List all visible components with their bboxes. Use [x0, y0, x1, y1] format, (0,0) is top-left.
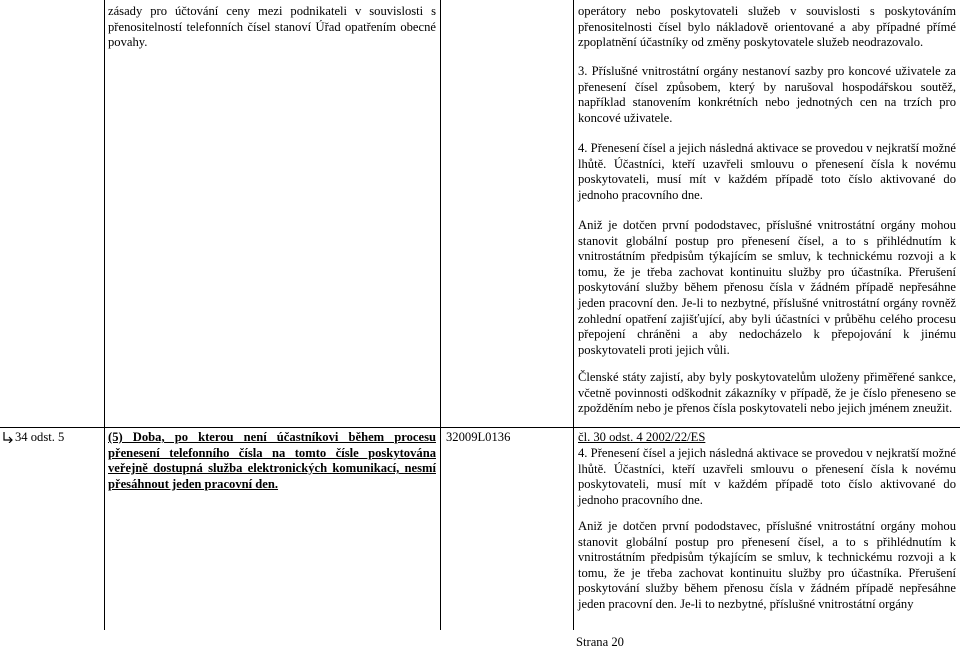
column-border-left — [104, 0, 105, 630]
left-top-text: zásady pro účtování ceny mezi podnikateli v souvislosti s přenositelností telefonních čísel stanoví Úřad opatřením obecné povahy. — [108, 4, 436, 50]
right-para-3: 3. Příslušné vnitrostátní orgány nestanoví sazby pro koncové uživatele za přenesení čísel způsobem, který by narušoval hospodářskou soutěž, například stanovením konkrétních nebo jednotných cen na trzích pro koncové uživatele. — [578, 64, 956, 125]
right-para-4b: 4. Přenesení čísel a jejich následná aktivace se provedou v nejkratší možné lhůtě. Účastníci, kteří uzavřeli smlouvu o přenesení čísla k novému poskytovateli, musí mít v každém případě toto číslo aktivované do jednoho pracovního dne. — [578, 446, 956, 507]
section-ref: 34 odst. 5 — [15, 430, 65, 444]
column-border-middle — [440, 0, 441, 630]
celex-ref: 32009L0136 — [446, 430, 511, 444]
article-ref: čl. 30 odst. 4 2002/22/ES — [578, 430, 706, 444]
right-para-aniz: Aniž je dotčen první pododstavec, příslušné vnitrostátní orgány mohou stanovit globální postup pro přenesení čísel, a to s přihlédnutím k vnitrostátním předpisům týkajícím se smluv, k technickému rozvoji a k tomu, že je třeba zachovat kontinuitu služby pro účastníka. Přerušení poskytování služby během přenosu čísla v žádném případě nepřesáhne jeden pracovní den. Je-li to nezbytné, příslušné vnitrostátní orgány rovněž zohlední opatření zajišťující, aby byli účastníci v průběhu celého procesu přepojení chráněni a aby nedocházelo k přepojování k jinému poskytovateli proti jejich vůli. — [578, 218, 956, 357]
row-divider — [0, 427, 960, 428]
right-para-top: operátory nebo poskytovateli služeb v souvislosti s poskytováním přenositelnosti čísel bylo nákladově orientované a aby případné přímé zpoplatnění účastníky od změny poskytovatele služeb neodrazovalo. — [578, 4, 956, 50]
right-para-clenske: Členské státy zajistí, aby byly poskytovatelům uloženy přiměřené sankce, včetně povinnosti odškodnit zákazníky v případě, že je číslo přeneseno se zpožděním nebo je přenos čísla poskytovateli nebo jejich jménem zneužit. — [578, 370, 956, 416]
arrow-icon — [2, 431, 14, 443]
column-border-right — [573, 0, 574, 630]
right-para-aniz-b: Aniž je dotčen první pododstavec, příslušné vnitrostátní orgány mohou stanovit globální postup pro přenesení čísel, a to s přihlédnutím k vnitrostátním předpisům týkajícím se smluv, k technickému rozvoji a k tomu, že je třeba zachovat kontinuitu služby pro účastníka. Přerušení poskytování služby během přenosu čísla v žádném případě nepřesáhne jeden pracovní den. Je-li to nezbytné, příslušné vnitrostátní orgány — [578, 519, 956, 611]
page-number: Strana 20 — [576, 635, 624, 649]
law-text-34-5: (5) Doba, po kterou není účastníkovi během procesu přenesení telefonního čísla na tomto čísle poskytována veřejně dostupná služba elektronických komunikací, nesmí přesáhnout jeden pracovní den. — [108, 430, 436, 491]
right-para-4: 4. Přenesení čísel a jejich následná aktivace se provedou v nejkratší možné lhůtě. Účastníci, kteří uzavřeli smlouvu o přenesení čísla k novému poskytovateli, musí mít v každém případě toto číslo aktivované do jednoho pracovního dne. — [578, 141, 956, 202]
